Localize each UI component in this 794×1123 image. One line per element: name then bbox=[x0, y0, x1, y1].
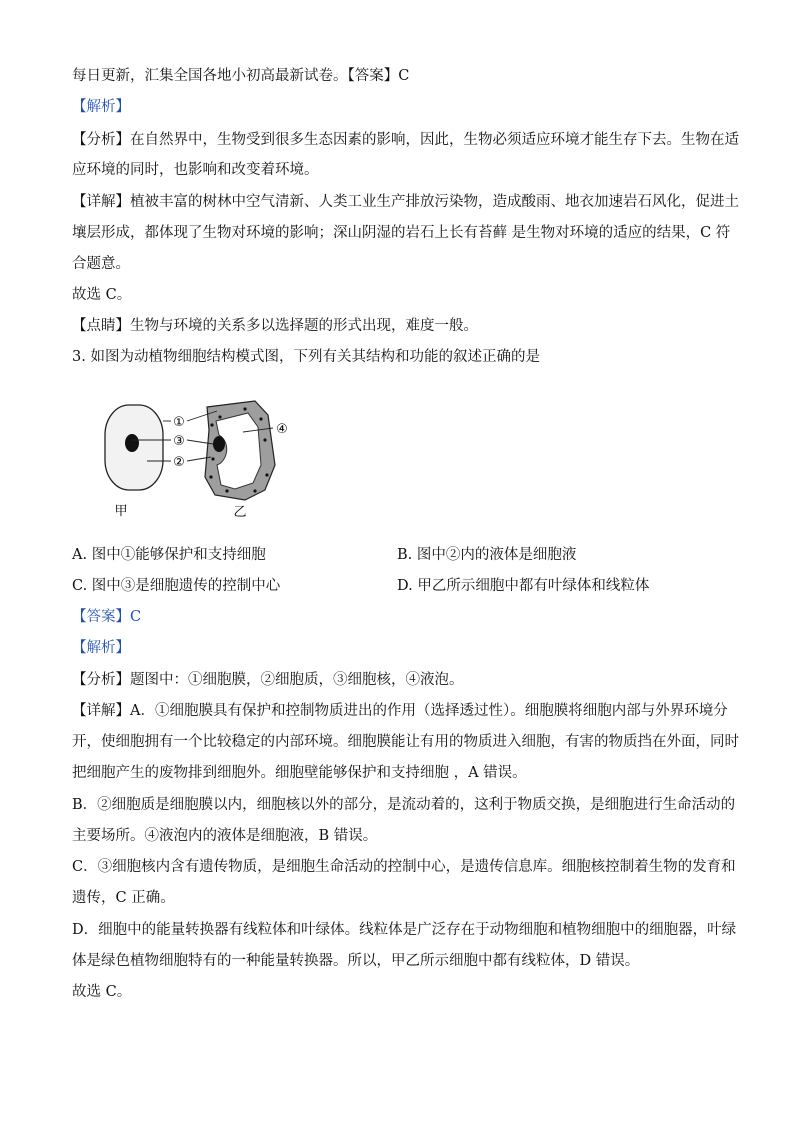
cell-diagram bbox=[95, 395, 315, 525]
option-b: B. 图中②内的液体是细胞液 bbox=[397, 547, 577, 563]
paragraph: B．②细胞质是细胞膜以内，细胞核以外的部分，是流动着的，这利于物质交换，是细胞进行生命活动的 bbox=[72, 797, 736, 813]
paragraph: 故选 C。 bbox=[72, 984, 132, 1000]
label-4: ④ bbox=[276, 422, 288, 437]
paragraph: 【详解】A．①细胞膜具有保护和控制物质进出的作用（选择透过性）。细胞膜将细胞内部与外界环境分 bbox=[72, 703, 728, 719]
answer-line: 【答案】C bbox=[72, 609, 142, 625]
paragraph: 【详解】植被丰富的树林中空气清新、人类工业生产排放污染物，造成酸雨、地衣加速岩石风化，促进土 bbox=[72, 194, 739, 210]
label-3: ③ bbox=[173, 434, 185, 449]
paragraph: 应环境的同时，也影响和改变着环境。 bbox=[72, 162, 319, 178]
label-2: ② bbox=[173, 455, 185, 470]
paragraph: 【点睛】生物与环境的关系多以选择题的形式出现，难度一般。 bbox=[72, 318, 478, 334]
label-1: ① bbox=[173, 415, 185, 430]
option-d: D. 甲乙所示细胞中都有叶绿体和线粒体 bbox=[397, 578, 650, 594]
option-a: A. 图中①能够保护和支持细胞 bbox=[72, 547, 266, 563]
paragraph: 主要场所。④液泡内的液体是细胞液，B 错误。 bbox=[72, 828, 378, 844]
paragraph: D．细胞中的能量转换器有线粒体和叶绿体。线粒体是广泛存在于动物细胞和植物细胞中的细胞器，叶绿 bbox=[72, 922, 737, 938]
plant-nucleus bbox=[213, 436, 225, 452]
paragraph: 体是绿色植物细胞特有的一种能量转换器。所以，甲乙所示细胞中都有线粒体，D 错误。 bbox=[72, 953, 640, 969]
paragraph: 把细胞产生的废物排到细胞外。细胞壁能够保护和支持细胞 ，A 错误。 bbox=[72, 765, 527, 781]
paragraph: C．③细胞核内含有遗传物质，是细胞生命活动的控制中心，是遗传信息库。细胞核控制着生物的发育和 bbox=[72, 859, 736, 875]
paragraph: 开，使细胞拥有一个比较稳定的内部环境。细胞膜能让有用的物质进入细胞，有害的物质挡在外面，同时 bbox=[72, 734, 739, 750]
paragraph: 遗传，C 正确。 bbox=[72, 890, 175, 906]
paragraph: 壤层形成，都体现了生物对环境的影响；深山阴湿的岩石上长有苔藓 是生物对环境的适应的结果，C 符 bbox=[72, 225, 731, 241]
animal-nucleus bbox=[125, 434, 139, 452]
option-c: C. 图中③是细胞遗传的控制中心 bbox=[72, 578, 281, 594]
caption-right: 乙 bbox=[233, 505, 247, 520]
paragraph: 【分析】题图中：①细胞膜，②细胞质，③细胞核，④液泡。 bbox=[72, 672, 464, 688]
caption-left: 甲 bbox=[114, 504, 128, 519]
paragraph: 合题意。 bbox=[72, 256, 130, 272]
header-line: 每日更新，汇集全国各地小初高最新试卷。【答案】C bbox=[72, 68, 410, 84]
paragraph: 【分析】在自然界中，生物受到很多生态因素的影响，因此，生物必须适应环境才能生存下去。生物在适 bbox=[72, 132, 739, 148]
section-heading-analysis: 【解析】 bbox=[72, 640, 130, 656]
section-heading-analysis: 【解析】 bbox=[72, 99, 130, 115]
paragraph: 故选 C。 bbox=[72, 287, 132, 303]
question-stem: 3. 如图为动植物细胞结构模式图，下列有关其结构和功能的叙述正确的是 bbox=[72, 349, 540, 365]
